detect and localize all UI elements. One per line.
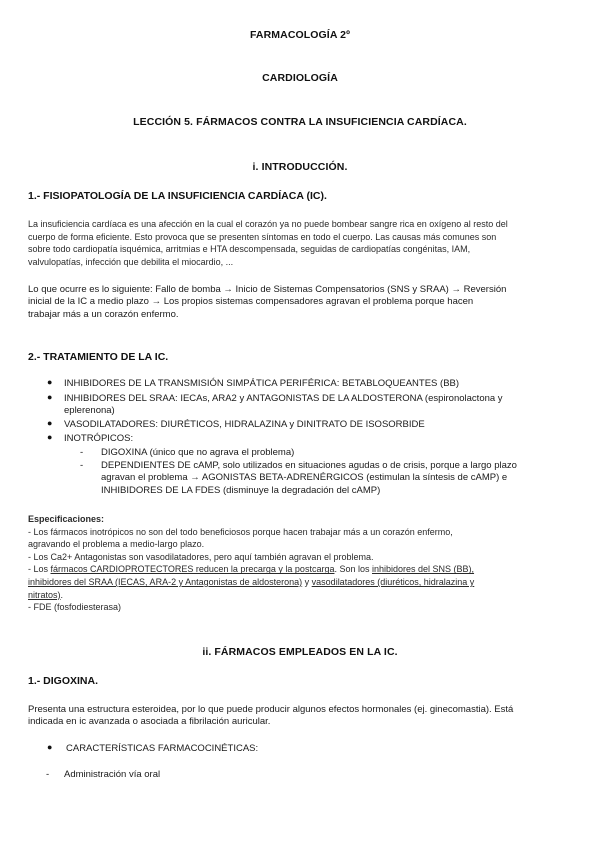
bullet-icon: ● (47, 392, 53, 402)
spec-line: - FDE (fosfodiesterasa) (28, 602, 122, 613)
list-item-text: INOTRÓPICOS: (64, 433, 134, 444)
spec-text: y (302, 576, 312, 587)
lesson-title: LECCIÓN 5. FÁRMACOS CONTRA LA INSUFICIENCIA CARDÍACA. (133, 116, 467, 128)
subsection-fisiopatologia-title: 1.- FISIOPATOLOGÍA DE LA INSUFICIENCIA CARDÍACA (IC). (28, 190, 327, 202)
spec-underlined: fármacos CARDIOPROTECTORES reducen la precarga y la postcarga (50, 564, 335, 575)
spec-line (28, 563, 474, 576)
spec-line: agravando el problema a medio-largo plazo. (28, 539, 205, 550)
list-item: CARACTERÍSTICAS FARMACOCINÉTICAS: (66, 743, 259, 754)
section-farmacos-title: ii. FÁRMACOS EMPLEADOS EN LA IC. (202, 646, 398, 658)
sub-list-item-text: INHIBIDORES DE LA FDES (disminuye la degradación del cAMP) (101, 484, 381, 496)
spec-underlined: inhibidores del SNS (BB), (372, 564, 475, 575)
list-item-text: INHIBIDORES DEL SRAA: IECAs, ARA2 y ANTAGONISTAS DE LA ALDOSTERONA (espironolactona y (64, 393, 503, 404)
paragraph-line: indicada en ic avanzada o asociada a fibrilación auricular. (28, 716, 271, 728)
subsection-digoxina-title: 1.- DIGOXINA. (28, 675, 99, 687)
sub-list-item-text: DEPENDIENTES DE cAMP, solo utilizados en situaciones agudas o de crisis, porque a largo plazo (101, 460, 517, 471)
especificaciones-label: Especificaciones: (28, 514, 105, 524)
paragraph-line: Lo que ocurre es lo siguiente: Fallo de bomba → Inicio de Sistemas Compensatorios (SNS y SRAA) → Reversión (28, 284, 507, 295)
paragraph-line: Presenta una estructura esteroidea, por lo que puede producir algunos efectos hormonales (ej. ginecomastia). Está (28, 704, 514, 715)
spec-text: - Los (28, 564, 51, 575)
paragraph-line: inicial de la IC a medio plazo → Los propios sistemas compensadores agravan el problema porque hacen (28, 296, 474, 308)
spec-text: . (60, 589, 64, 600)
spec-line: - Los Ca2+ Antagonistas son vasodilatadores, pero aquí también agravan el problema. (28, 551, 374, 562)
spec-line (28, 576, 474, 589)
list-item (64, 393, 503, 418)
dash-icon: - (80, 460, 84, 471)
sub-list-item: Administración vía oral (64, 769, 161, 780)
sub-list-item-text: agravan el problema → AGONISTAS BETA-ADRENÉRGICOS (estimulan la síntesis de cAMP) e (101, 472, 508, 484)
paragraph-line: sobre todo cardiopatía isquémica, arritmias e HTA descompensada, seguidas de cardiopatías congénitas, IAM, (28, 244, 471, 254)
paragraph-line: La insuficiencia cardíaca es una afección en la cual el corazón ya no puede bombear sangre rica en oxígeno al resto del (28, 219, 508, 229)
spec-underlined: nitratos) (28, 589, 61, 600)
list-item-text: INHIBIDORES DE LA TRANSMISIÓN SIMPÁTICA PERIFÉRICA: BETABLOQUEANTES (BB) (64, 378, 460, 389)
section-introduccion-title: i. INTRODUCCIÓN. (252, 161, 348, 173)
list-item (64, 378, 459, 390)
spec-underlined: vasodilatadores (diuréticos, hidralazina y (311, 576, 475, 587)
subsection-tratamiento-title: 2.- TRATAMIENTO DE LA IC. (28, 351, 169, 363)
list-item-text: VASODILATADORES: DIURÉTICOS, HIDRALAZINA y DINITRATO DE ISOSORBIDE (64, 419, 425, 430)
course-title: FARMACOLOGÍA 2º (249, 29, 351, 41)
spec-line (28, 589, 474, 602)
paragraph-mecanismo (28, 284, 506, 321)
paragraph-line: cuerpo de forma eficiente. Esto provoca que se presenten síntomas en todo el cuerpo. Las causas más comunes son (28, 231, 497, 242)
bullet-icon: ● (47, 377, 53, 387)
spec-line: - Los fármacos inotrópicos no son del todo beneficiosos porque hacen trabajar más a un corazón enfermo, (28, 526, 453, 537)
bullet-icon: ● (47, 432, 53, 442)
list-item-text: eplerenona) (64, 405, 115, 417)
especificaciones-block (28, 513, 474, 614)
subject-title: CARDIOLOGÍA (262, 72, 338, 84)
spec-text: . Son los (334, 564, 372, 575)
bullet-icon: ● (47, 742, 53, 752)
dash-icon: - (80, 447, 84, 458)
paragraph-line: valvulopatías, infección que debilita el miocardio, ... (28, 256, 234, 267)
bullet-icon: ● (47, 418, 53, 428)
list-item (64, 433, 133, 445)
dash-icon: - (46, 769, 50, 780)
paragraph-definicion (28, 218, 508, 268)
spec-underlined: inhibidores del SRAA (IECAS, ARA-2 y Antagonistas de aldosterona) (28, 576, 303, 587)
paragraph-line: trabajar más a un corazón enfermo. (28, 308, 179, 320)
sub-list-item (101, 447, 294, 459)
sub-list-item (101, 460, 517, 497)
sub-list-item-text: DIGOXINA (único que no agrava el problema) (101, 447, 295, 458)
list-item (64, 419, 425, 431)
paragraph-digoxina (28, 704, 513, 729)
